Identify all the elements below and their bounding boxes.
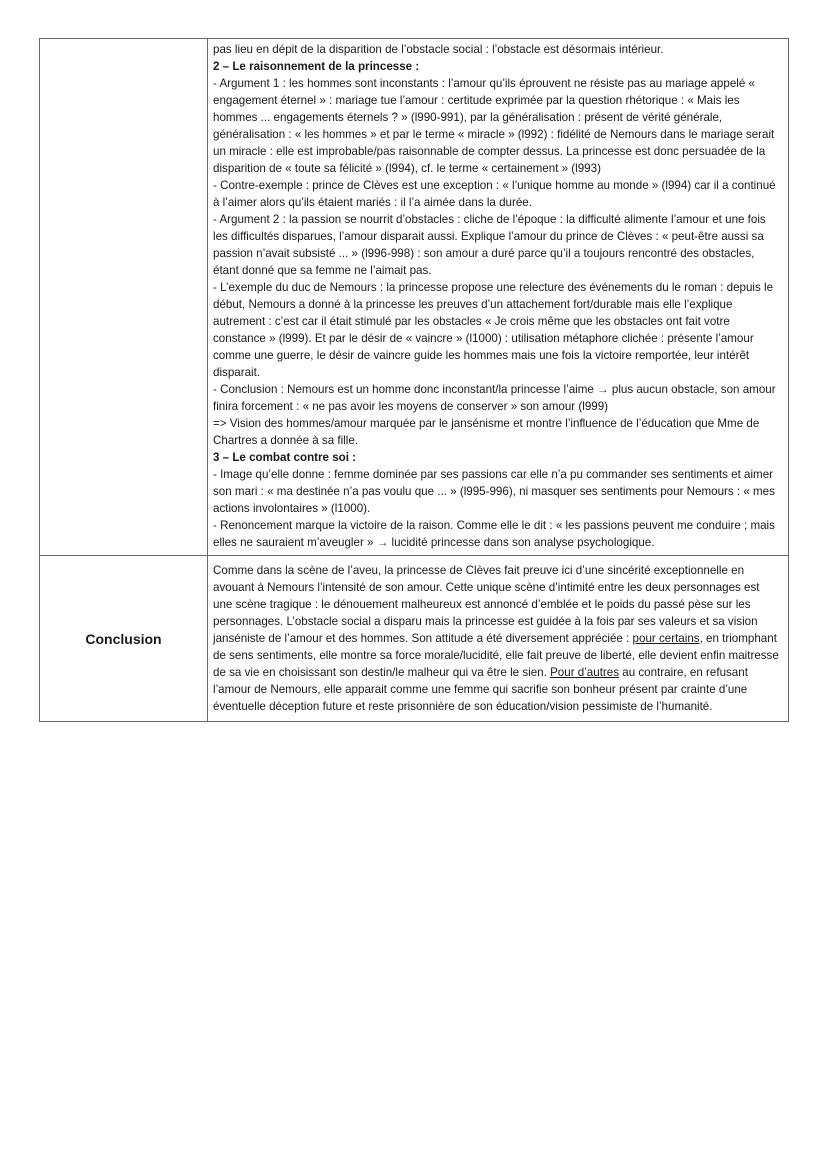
paragraph-exemple-nemours: - L’exemple du duc de Nemours : la princesse propose une relecture des événements du le roman : depuis le début, Nemours a donné à la princesse les preuves d’un attachement fort/durable mais elle l’explique autrement : c’est car il était stimulé par les obstacles « Je crois même que les obstacles ont fait votre constance » (l999). Et par le désir de « vaincre » (l1000) : utilisation métaphore clichée : présente l’amour comme une guerre, le désir de vaincre guide les hommes mais une fois la victoire remportée, leur intérêt disparait. [213,281,774,379]
paragraph-image: - Image qu’elle donne : femme dominée par ses passions car elle n’a pu commander ses sentiments et aimer son mari : « ma destinée n’a pas voulu que ... » (l995-996), ni masquer ses sentiments pour Nemours : « mes actions involontaires » (l1000). [213,468,775,515]
paragraph-intro: pas lieu en dépit de la disparition de l’obstacle social : l’obstacle est désormais intérieur. [213,43,664,56]
subheading-combat: 3 – Le combat contre soi : [213,451,357,464]
analysis-table [39,38,789,722]
paragraph-conclusion-argument: - Conclusion : Nemours est un homme donc inconstant/la princesse l’aime → plus aucun obstacle, son amour finira forcement : « ne pas avoir les moyens de conserver » son amour (l999) [213,383,776,413]
subheading-raisonnement: 2 – Le raisonnement de la princesse : [213,60,420,73]
section-content-cell [208,39,789,556]
paragraph-contre-exemple: - Contre-exemple : prince de Clèves est une exception : « l’unique homme au monde » (l994) car il a continué à l’aimer alors qu’ils étaient mariés : il l’a aimée dans la durée. [213,179,776,209]
paragraph-renoncement: - Renoncement marque la victoire de la raison. Comme elle le dit : « les passions peuvent me conduire ; mais elles ne sauraient m’aveugler » → lucidité princesse dans son analyse psychologique. [213,519,775,549]
conclusion-underline-pour-autres: Pour d’autres [550,666,620,679]
paragraph-argument-2: - Argument 2 : la passion se nourrit d’obstacles : cliche de l’époque : la difficulté alimente l’amour et une fois les difficultés disparues, l’amour disparait aussi. Explique l’amour du prince de Clèves : « peut-être aussi sa passion n’avait subsisté ... » (l996-998) : son amour a duré parce qu’il a toujours rencontré des obstacles, étant donné que sa femme ne l’aimait pas. [213,213,766,277]
conclusion-text-part-1: Comme dans la scène de l’aveu, la princesse de Clèves fait preuve ici d’une sincérité exceptionnelle en avouant à Nemours l’intensité de son amour. Cette unique scène d’intimité entre les deux personnages est une scène tragique : le dénouement malheureux est annoncé d’emblée et le poids du passé pèse sur les personnages. L’obstacle social a disparu mais la princesse est guidée à la fois par ses valeurs et sa vision janséniste de l’amour et des hommes. Son attitude a été diversement appréciée : [213,564,760,645]
paragraph-vision-jansenisme: => Vision des hommes/amour marquée par le jansénisme et montre l’influence de l’éducation que Mme de Chartres a donnée à sa fille. [213,417,760,447]
conclusion-content-cell [208,556,789,722]
conclusion-row [40,556,789,722]
conclusion-underline-pour-certains: pour certains [632,632,700,645]
analysis-row [40,39,789,556]
conclusion-text-part-2: , en triomphant de sens sentiments, elle montre sa force morale/lucidité, elle fait preuve de liberté, elle devient enfin maitresse de sa vie en choisissant son destin/le malheur qui va être le sien. [213,632,779,679]
conclusion-label: Conclusion [40,556,208,722]
paragraph-argument-1: - Argument 1 : les hommes sont inconstants : l’amour qu’ils éprouvent ne résiste pas au mariage appelé « engagement éternel » : mariage tue l’amour : certitude exprimée par la question rhétorique : « Mais les hommes ... engagements éternels ? » (l990-991), par la généralisation : présent de vérité générale, généralisation : « les hommes » et par le terme « miracle » (l992) : fidélité de Nemours dans le mariage serait un miracle : elle est improbable/pas raisonnable de compter dessus. La princesse est donc persuadée de la disparition de « toute sa félicité » (l994), cf. le terme « certainement » (l993) [213,77,775,175]
section-label-cell [40,39,208,556]
conclusion-text-part-3: au contraire, en refusant l’amour de Nemours, elle apparait comme une femme qui sacrifie son bonheur présent par crainte d’une éventuelle déception future et reste prisonnière de son éducation/vision pessimiste de l’humanité. [213,666,748,713]
